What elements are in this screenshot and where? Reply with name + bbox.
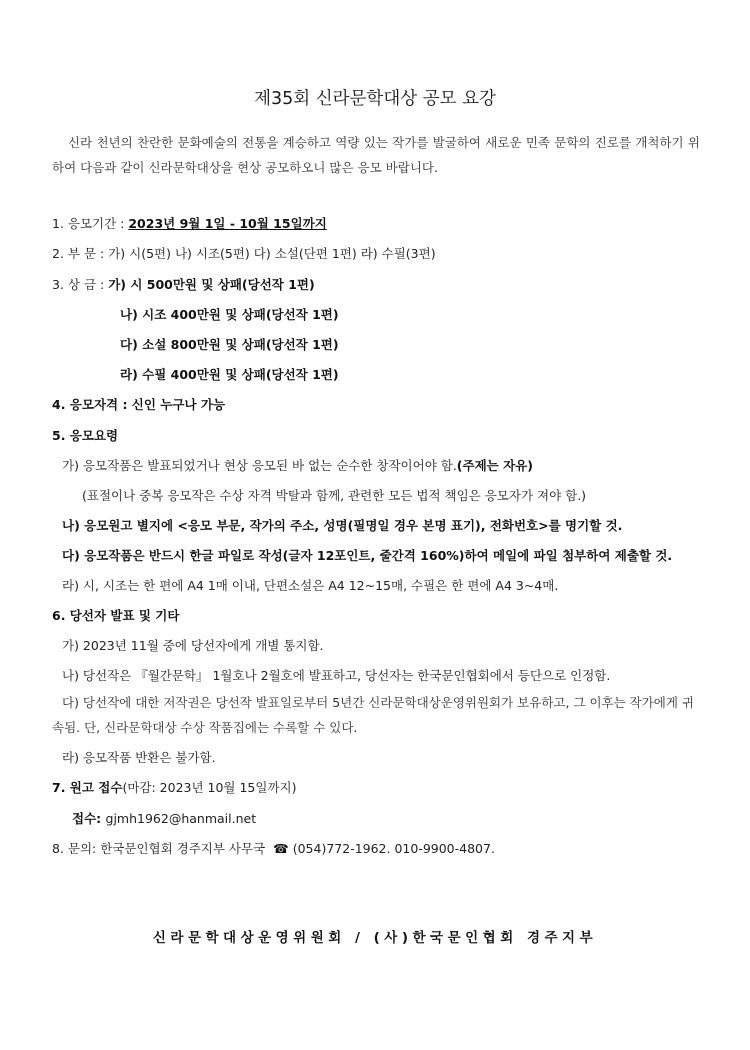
guideline-c: 다) 응모작품은 반드시 한글 파일로 작성(글자 12포인트, 줄간격 160%)하여 메일에 파일 첨부하여 제출할 것. xyxy=(62,548,673,563)
prize-poetry: 가) 시 500만원 및 상패(당선작 1편) xyxy=(108,277,315,292)
deadline: (마감: 2023년 10월 15일까지) xyxy=(122,780,297,795)
categories: 가) 시(5편) 나) 시조(5편) 다) 소설(단편 1편) 라) 수필(3편) xyxy=(108,246,436,261)
receipt-label: 접수: xyxy=(72,811,106,826)
guideline-a-theme: (주제는 자유) xyxy=(456,458,533,473)
section-5-heading: 5. 응모요령 xyxy=(52,428,119,443)
phone-icon: ☎ xyxy=(273,841,289,856)
section-2 xyxy=(52,246,436,262)
section-4: 4. 응모자격 : 신인 누구나 가능 xyxy=(52,397,226,412)
section-8 xyxy=(52,841,495,857)
document-title: 제35회 신라문학대상 공모 요강 xyxy=(254,89,496,109)
section-6-heading: 6. 당선자 발표 및 기타 xyxy=(52,608,180,623)
phone-numbers: (054)772-1962. 010-9900-4807. xyxy=(292,841,495,856)
notice-c: 다) 당선작에 대한 저작권은 당선작 발표일로부터 5년간 신라문학대상운영위원회가 보유하고, 그 이후는 작가에게 귀속됨. 단, 신라문학대상 수상 작품집에는 수록할 수 있다. xyxy=(52,695,695,735)
section-1 xyxy=(52,216,327,232)
inquiry-text: 8. 문의: 한국문인협회 경주지부 사무국 xyxy=(52,841,266,856)
guideline-a-note: (표절이나 중복 응모작은 수상 자격 박탈과 함께, 관련한 모든 법적 책임은 응모자가 져야 함.) xyxy=(82,488,587,503)
footer-organizers: 신라문학대상운영위원회 / (사)한국문인협회 경주지부 xyxy=(152,930,598,946)
submission-period: 2023년 9월 1일 - 10월 15일까지 xyxy=(128,216,327,231)
intro-paragraph: 신라 천년의 찬란한 문화예술의 전통을 계승하고 역량 있는 작가를 발굴하여 새로운 민족 문학의 진로를 개척하기 위하여 다음과 같이 신라문학대상을 현상 공모하오니 많은 응모 바랍니다. xyxy=(52,135,700,175)
prize-novel: 다) 소설 800만원 및 상패(당선작 1편) xyxy=(120,337,339,352)
prize-essay: 라) 수필 400만원 및 상패(당선작 1편) xyxy=(120,367,339,382)
notice-b: 나) 당선작은 『월간문학』 1월호나 2월호에 발표하고, 당선자는 한국문인협회에서 등단으로 인정함. xyxy=(62,668,611,683)
section-1-label: 1. 응모기간 : xyxy=(52,216,129,231)
section-3 xyxy=(52,277,315,293)
section-7 xyxy=(52,780,297,796)
section-7-label: 7. 원고 접수 xyxy=(52,780,123,795)
guideline-a-text: 가) 응모작품은 발표되었거나 현상 응모된 바 없는 순수한 창작이어야 함. xyxy=(62,458,457,473)
notice-a: 가) 2023년 11월 중에 당선자에게 개별 통지함. xyxy=(62,638,324,653)
section-2-label: 2. 부 문 : xyxy=(52,246,109,261)
guideline-b: 나) 응모원고 별지에 <응모 부문, 작가의 주소, 성명(필명일 경우 본명 표기), 전화번호>를 명기할 것. xyxy=(62,518,623,533)
receipt-email[interactable]: gjmh1962@hanmail.net xyxy=(105,811,257,826)
section-3-label: 3. 상 금 : xyxy=(52,277,109,292)
guideline-a xyxy=(62,458,533,474)
prize-sijo: 나) 시조 400만원 및 상패(당선작 1편) xyxy=(120,307,339,322)
guideline-d: 라) 시, 시조는 한 편에 A4 1매 이내, 단편소설은 A4 12~15매, 수필은 한 편에 A4 3~4매. xyxy=(62,578,559,593)
notice-d: 라) 응모작품 반환은 불가함. xyxy=(62,750,216,765)
receipt-line xyxy=(72,811,256,827)
